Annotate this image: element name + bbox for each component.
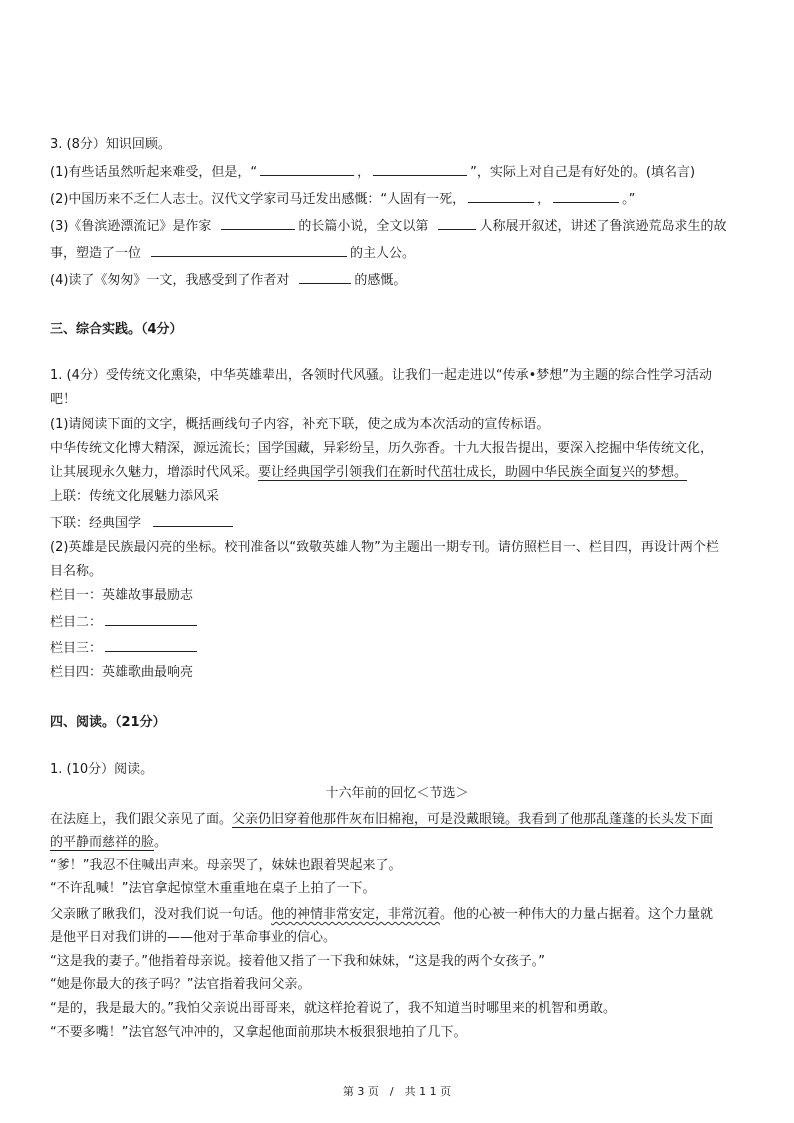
text: 。 <box>154 835 168 850</box>
passage-line: “她是你最大的孩子吗？”法官指着我问父亲。 <box>50 977 311 992</box>
answer-blank[interactable] <box>373 163 467 176</box>
text: 的长篇小说，全文以第 <box>298 219 429 234</box>
passage-line <box>50 906 713 924</box>
passage-line: “不许乱喊！”法官拿起惊堂木重重地在桌子上拍了一下。 <box>50 881 376 896</box>
question-3-part-3-cont <box>50 244 415 263</box>
text: 在法庭上，我们跟父亲见了面。 <box>50 812 233 827</box>
text: (1)有些话虽然听起来难受，但是，“ <box>50 165 258 180</box>
text: 下联：经典国学 <box>50 516 142 531</box>
passage-line: “爹！”我忍不住喊出声来。母亲哭了，妹妹也跟着哭起来了。 <box>50 858 402 873</box>
answer-blank[interactable] <box>153 514 233 527</box>
passage-line: “这是我的妻子。”他指着母亲说。接着他又指了一下我和妹妹，“这是我的两个女孩子。” <box>50 954 545 969</box>
article-title: 十六年前的回忆＜节选＞ <box>325 786 469 801</box>
answer-blank[interactable] <box>105 613 197 626</box>
passage-line <box>50 464 687 482</box>
question-3-part-4 <box>50 271 406 290</box>
text: 人称展开叙述，讲述了鲁滨逊荒岛求生的故 <box>479 219 727 234</box>
page-footer: 第 3 页 / 共 1 1 页 <box>342 1085 452 1098</box>
text: 栏目三： <box>50 641 103 656</box>
answer-blank[interactable] <box>468 190 534 203</box>
text: (3)《鲁滨逊漂流记》是作家 <box>50 219 212 234</box>
text: 栏目二： <box>50 615 103 630</box>
passage-line <box>50 834 167 852</box>
question-4-1-title: 1. (10分）阅读。 <box>50 762 154 777</box>
text: 的主人公。 <box>350 246 416 261</box>
passage-line: 中华传统文化博大精深，源远流长；国学国藏，异彩纷呈，历久弥香。十九大报告提出，要深入挖掘中华传统文化， <box>50 441 714 456</box>
passage-line <box>50 811 713 829</box>
wavy-underlined-sentence: 他的神情非常安定，非常沉着 <box>271 907 441 922</box>
text: 的感慨。 <box>354 273 407 288</box>
question-3-1-title-cont: 吧！ <box>50 392 77 407</box>
sub-question-2-cont: 目名称。 <box>50 564 103 579</box>
answer-blank[interactable] <box>260 163 354 176</box>
underlined-sentence: 要让经典国学引领我们在新时代茁壮成长，助圆中华民族全面复兴的梦想 <box>258 465 675 480</box>
question-3-1-title: 1. (4分）受传统文化熏染，中华英雄辈出，各领时代风骚。让我们一起走进以“传承•梦想”为主题的综合性学习活动 <box>50 368 713 383</box>
passage-line: “不要多嘴！”法官怒气冲冲的，又拿起他面前那块木板狠狠地拍了几下。 <box>50 1025 467 1040</box>
question-3-part-2 <box>50 190 635 209</box>
column-4: 栏目四：英雄歌曲最响亮 <box>50 665 194 680</box>
question-3-part-1 <box>50 163 695 182</box>
underlined-sentence: 的平静而慈祥的脸 <box>50 835 155 850</box>
text: (2)中国历来不乏仁人志士。汉代文学家司马迁发出感慨：“人固有一死， <box>50 192 466 207</box>
column-2 <box>50 613 200 632</box>
text: 父亲瞅了瞅我们，没对我们说一句话。 <box>50 907 272 922</box>
question-3-part-3 <box>50 217 726 236</box>
answer-blank[interactable] <box>105 639 197 652</box>
answer-blank[interactable] <box>299 271 351 284</box>
answer-blank[interactable] <box>221 217 295 230</box>
answer-blank[interactable] <box>553 190 619 203</box>
text: 。 <box>674 465 688 480</box>
text: 。” <box>622 192 636 207</box>
text: 让其展现永久魅力，增添时代风采。 <box>50 465 259 480</box>
text: 。他的心被一种伟大的力量占据着。这个力量就 <box>440 907 714 922</box>
upper-couplet: 上联：传统文化展魅力添风采 <box>50 489 220 504</box>
text: ， <box>537 192 551 207</box>
lower-couplet <box>50 514 236 533</box>
underlined-sentence: 父亲仍旧穿着他那件灰布旧棉袍，可是没戴眼镜。我看到了他那乱蓬蓬的长头发下面 <box>232 812 714 827</box>
answer-blank[interactable] <box>151 244 347 257</box>
text: ”，实际上对自己是有好处的。(填名言) <box>470 165 696 180</box>
text: ， <box>357 165 371 180</box>
text: (4)读了《匆匆》一文，我感受到了作者对 <box>50 273 290 288</box>
question-3-title: 3. (8分）知识回顾。 <box>50 137 171 152</box>
text: 事，塑造了一位 <box>50 246 142 261</box>
column-3 <box>50 639 200 658</box>
passage-line: 是他平日对我们讲的——他对于革命事业的信心。 <box>50 930 337 945</box>
sub-question-1: (1)请阅读下面的文字，概括画线句子内容，补充下联，使之成为本次活动的宣传标语。 <box>50 417 550 432</box>
section-4-heading: 四、阅读。（21分） <box>50 715 166 730</box>
passage-line: “是的，我是最大的。”我怕父亲说出哥哥来，就这样抢着说了，我不知道当时哪里来的机智和勇敢。 <box>50 1001 616 1016</box>
answer-blank[interactable] <box>438 217 476 230</box>
section-3-heading: 三、综合实践。（4分） <box>50 322 183 337</box>
sub-question-2: (2)英雄是民族最闪亮的坐标。校刊准备以“致敬英雄人物”为主题出一期专刊。请仿照栏目一、栏目四，再设计两个栏 <box>50 540 719 555</box>
column-1: 栏目一：英雄故事最励志 <box>50 588 194 603</box>
